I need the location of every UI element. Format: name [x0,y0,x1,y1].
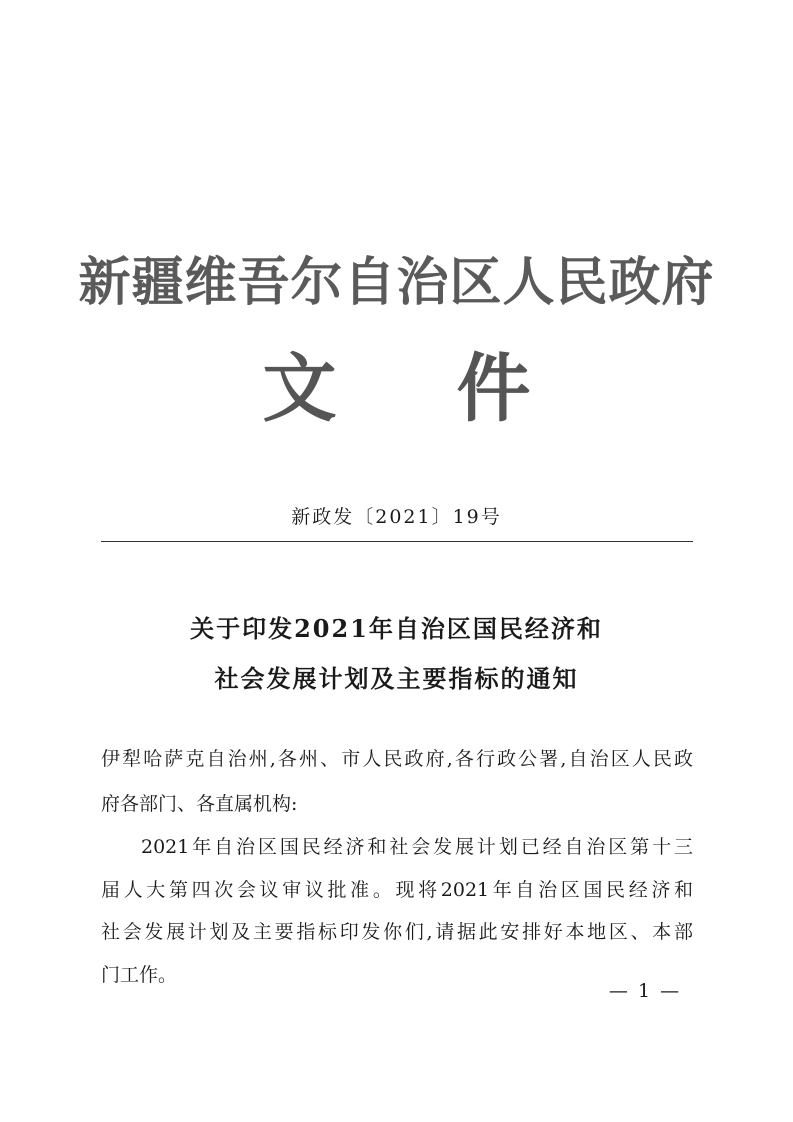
document-title-line-1: 关于印发2021年自治区国民经济和 [190,614,603,643]
body-paragraph-line-1: 2021年自治区国民经济和社会发展计划已经自治区第十三 [141,836,693,858]
body-paragraph-line-4: 门工作。 [101,964,178,986]
body-paragraph-line-2: 届人大第四次会议审议批准。现将2021年自治区国民经济和 [101,879,693,901]
page-number: — 1 — [608,980,682,1002]
document-title-line-2: 社会发展计划及主要指标的通知 [214,664,579,693]
addressee-line-2: 府各部门、各直属机构: [101,793,298,815]
document-number: 新政发〔2021〕19号 [291,506,502,528]
header-divider [101,541,693,542]
issuer-name: 新疆维吾尔自治区人民政府 [78,253,715,313]
addressee-line-1: 伊犁哈萨克自治州,各州、市人民政府,各行政公署,自治区人民政 [101,748,693,770]
body-paragraph-line-3: 社会发展计划及主要指标印发你们,请据此安排好本地区、本部 [101,921,693,943]
document-type-heading: 文件 [262,346,651,432]
